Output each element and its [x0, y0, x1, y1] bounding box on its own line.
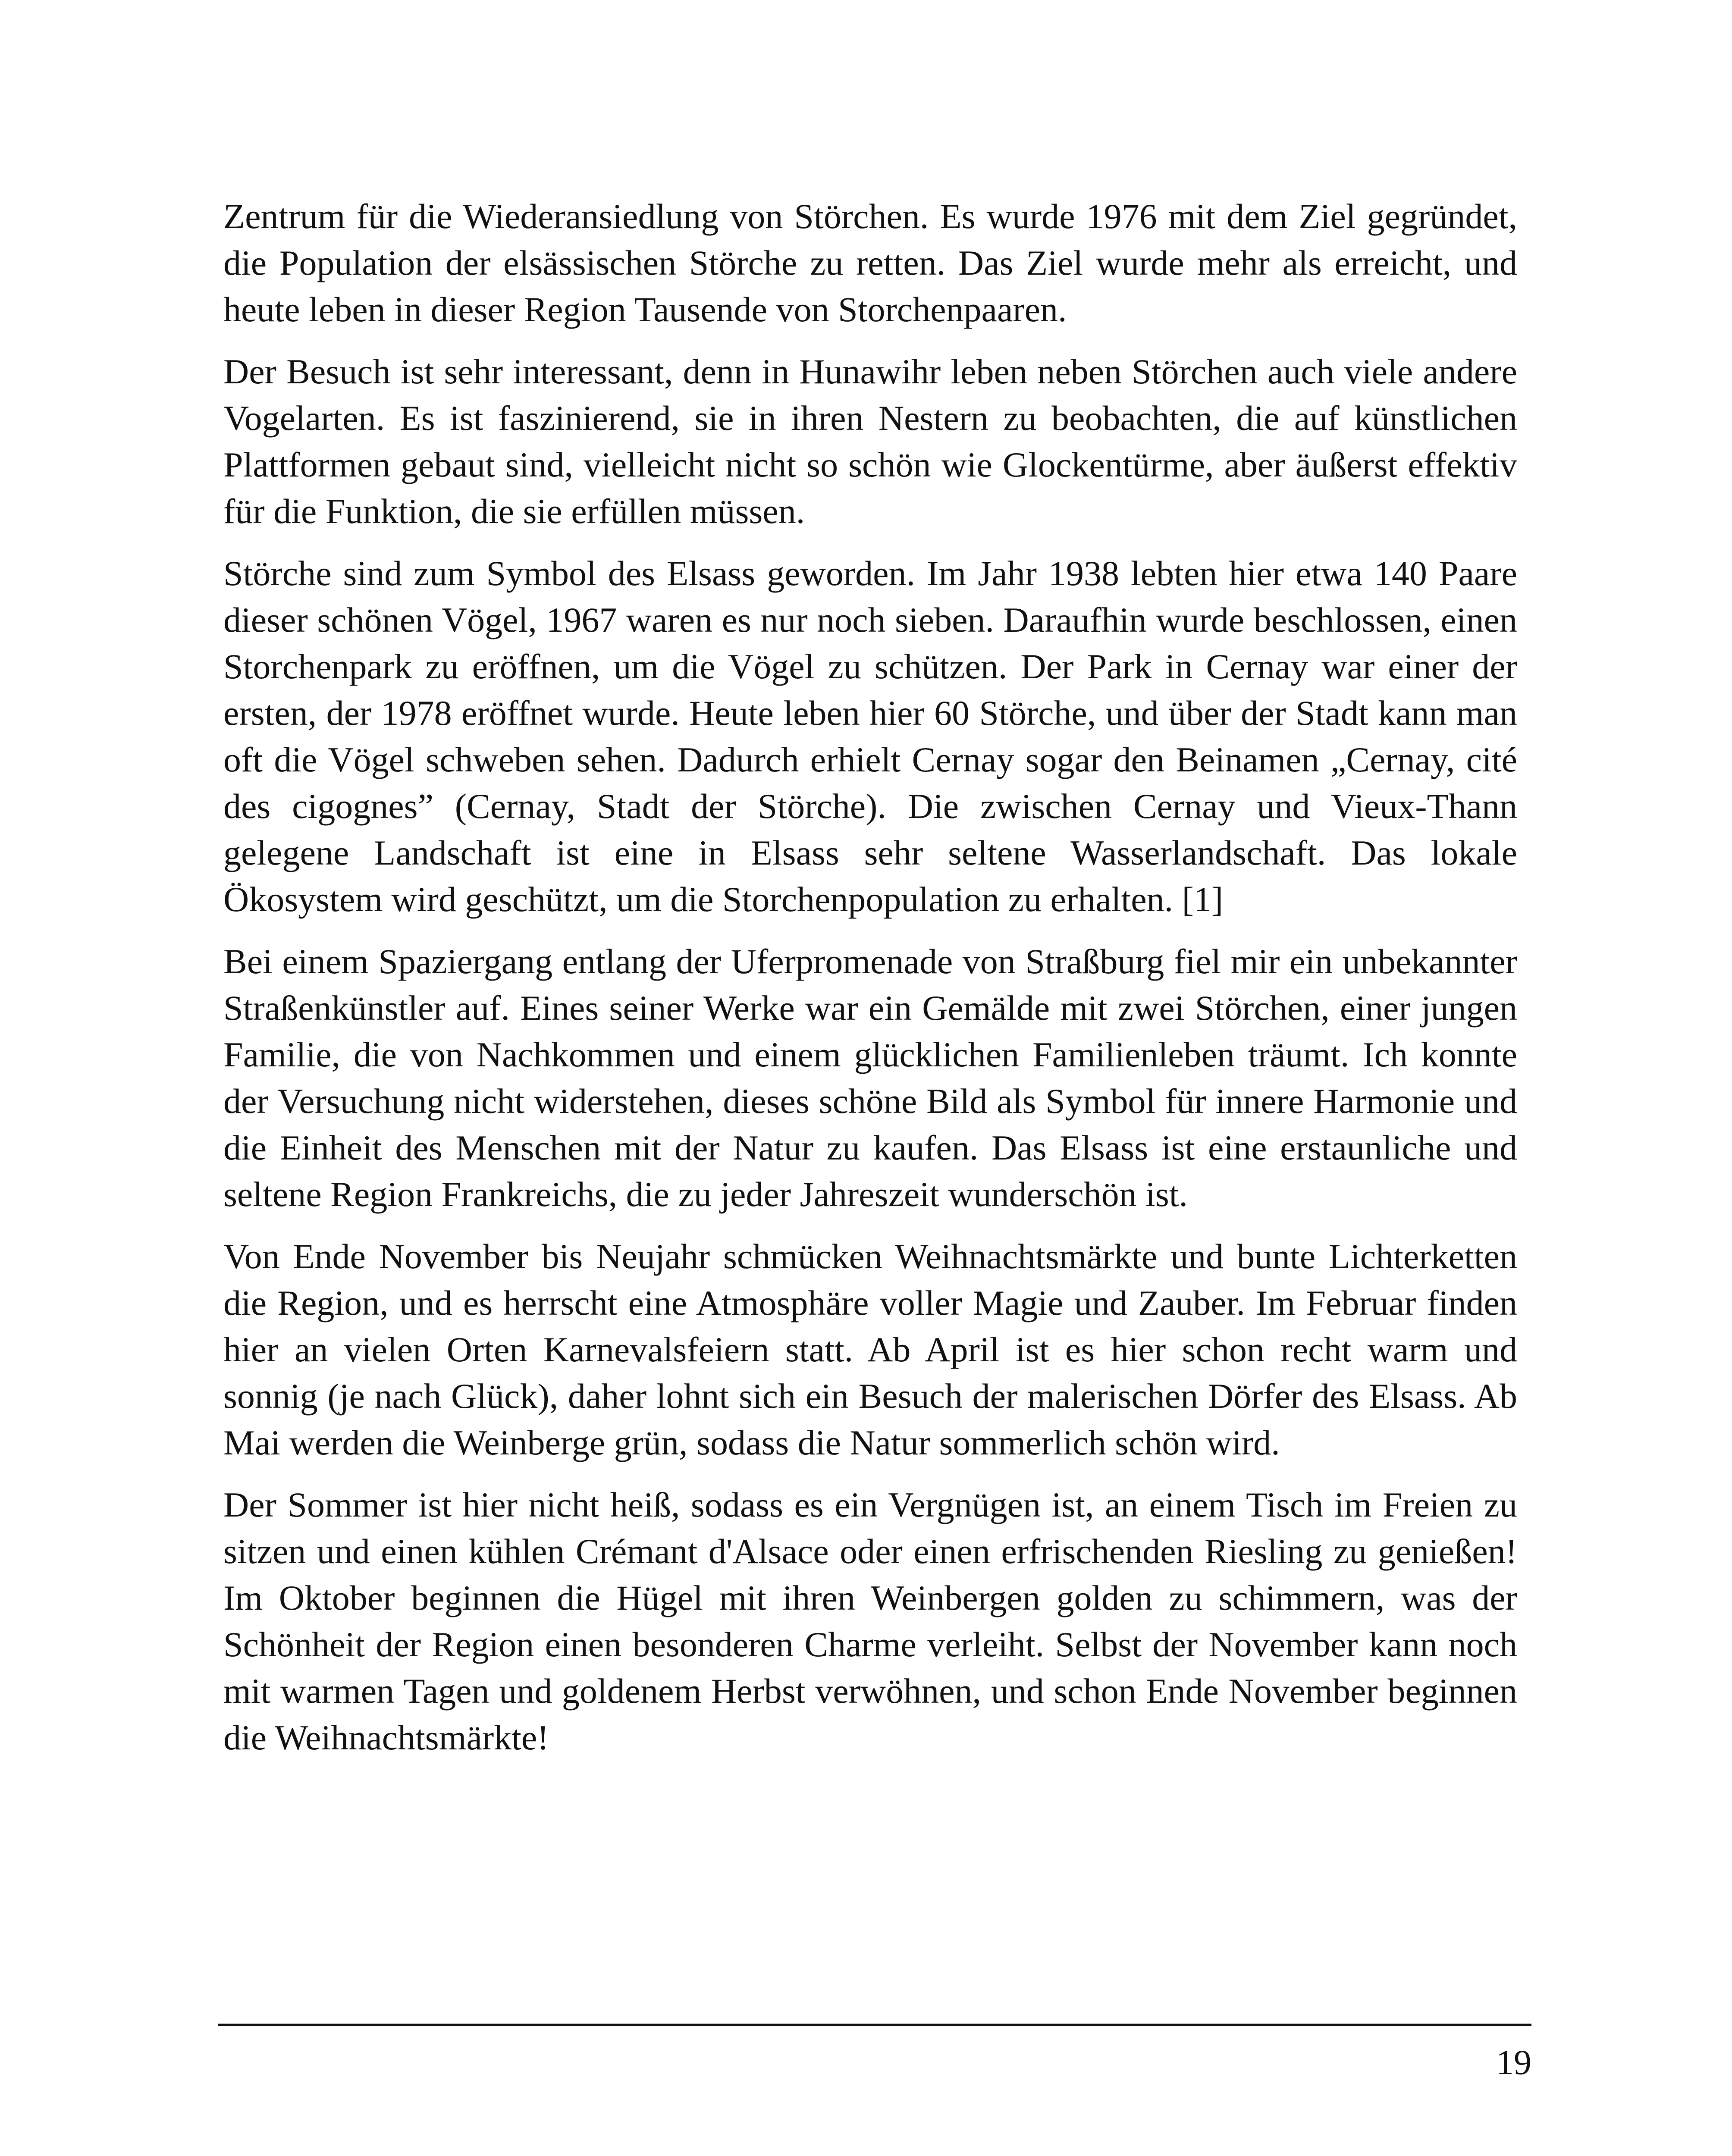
paragraph-hunawihr-visit: Der Besuch ist sehr interessant, denn in Hunawihr leben neben Störchen auch viele andere Vogelarten. Es ist faszinierend, sie in ihren Nestern zu beobachten, die auf künstlichen Plattformen gebaut sind, vielleicht nicht so schön wie Glockentürme, aber äußerst effektiv für die Funktion, die sie erfüllen müssen. — [223, 352, 1517, 531]
paragraph-cernay-storks: Störche sind zum Symbol des Elsass geworden. Im Jahr 1938 lebten hier etwa 140 Paare dieser schönen Vögel, 1967 waren es nur noch sieben. Daraufhin wurde beschlossen, einen Storchenpark zu eröffnen, um die Vögel zu schützen. Der Park in Cernay war einer der ersten, der 1978 eröffnet wurde. Heute leben hier 60 Störche, und über der Stadt kann man oft die Vögel schweben sehen. Dadurch erhielt Cernay sogar den Beinamen „Cernay, cité des cigognes” (Cernay, Stadt der Störche). Die zwischen Cernay und Vieux-Thann gelegene Landschaft ist eine in Elsass sehr seltene Wasserlandschaft. Das lokale Ökosystem wird geschützt, um die Storchenpopulation zu erhalten. [1] — [223, 554, 1517, 919]
body-text — [223, 193, 1517, 1777]
footer-divider — [218, 2024, 1531, 2026]
paragraph-strasbourg-artist: Bei einem Spaziergang entlang der Uferpromenade von Straßburg fiel mir ein unbekannter Straßenkünstler auf. Eines seiner Werke war ein Gemälde mit zwei Störchen, einer jungen Familie, die von Nachkommen und einem glücklichen Familienleben träumt. Ich konnte der Versuchung nicht widerstehen, dieses schöne Bild als Symbol für innere Harmonie und die Einheit des Menschen mit der Natur zu kaufen. Das Elsass ist eine erstaunliche und seltene Region Frankreichs, die zu jeder Jahreszeit wunderschön ist. — [223, 942, 1517, 1214]
paragraph-storks-center: Zentrum für die Wiederansiedlung von Störchen. Es wurde 1976 mit dem Ziel gegründet, die Population der elsässischen Störche zu retten. Das Ziel wurde mehr als erreicht, und heute leben in dieser Region Tausende von Storchenpaaren. — [223, 197, 1517, 329]
paragraph-seasons-winter-spring: Von Ende November bis Neujahr schmücken Weihnachtsmärkte und bunte Lichterketten die Region, und es herrscht eine Atmosphäre voller Magie und Zauber. Im Februar finden hier an vielen Orten Karnevalsfeiern statt. Ab April ist es hier schon recht warm und sonnig (je nach Glück), daher lohnt sich ein Besuch der malerischen Dörfer des Elsass. Ab Mai werden die Weinberge grün, sodass die Natur sommerlich schön wird. — [223, 1237, 1517, 1462]
page-number: 19 — [1496, 2043, 1531, 2082]
paragraph-seasons-summer-autumn: Der Sommer ist hier nicht heiß, sodass es ein Vergnügen ist, an einem Tisch im Freien zu sitzen und einen kühlen Crémant d'Alsace oder einen erfrischenden Riesling zu genießen! Im Oktober beginnen die Hügel mit ihren Weinbergen golden zu schimmern, was der Schönheit der Region einen besonderen Charme verleiht. Selbst der November kann noch mit warmen Tagen und goldenem Herbst verwöhnen, und schon Ende November beginnen die Weihnachtsmärkte! — [223, 1485, 1517, 1757]
